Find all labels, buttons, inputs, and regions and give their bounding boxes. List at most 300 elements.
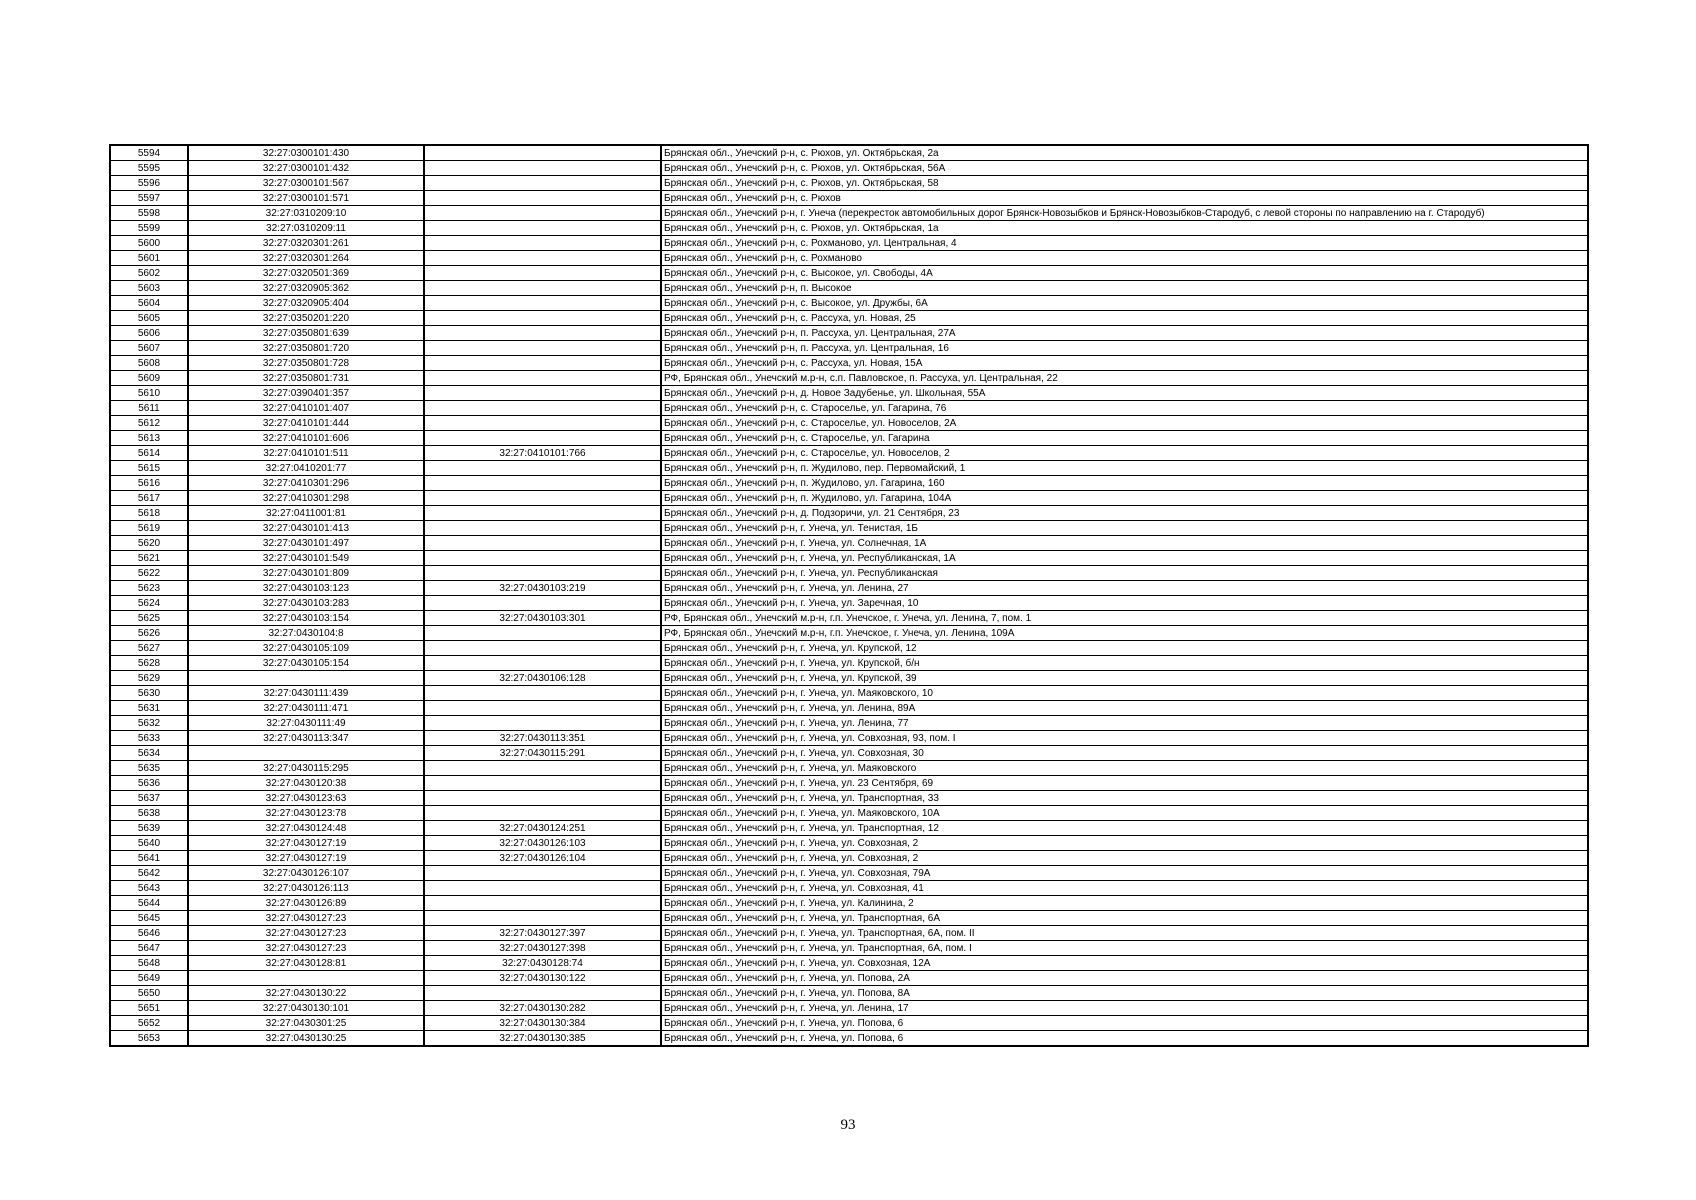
- linked-cadastral-number-cell: 32:27:0410101:766: [424, 446, 661, 461]
- row-number-cell: 5632: [110, 716, 188, 731]
- cadastral-number-cell: 32:27:0300101:571: [188, 191, 424, 206]
- table-row: [110, 866, 1588, 881]
- table-row: [110, 941, 1588, 956]
- row-number-cell: 5612: [110, 416, 188, 431]
- cadastral-number-cell: 32:27:0430130:22: [188, 986, 424, 1001]
- linked-cadastral-number-cell: [424, 506, 661, 521]
- address-cell: Брянская обл., Унечский р-н, г. Унеча, ул. Транспортная, 6А, пом. II: [661, 926, 1588, 941]
- table-row: [110, 1031, 1588, 1047]
- table-row: [110, 521, 1588, 536]
- row-number-cell: 5633: [110, 731, 188, 746]
- row-number-cell: 5623: [110, 581, 188, 596]
- cadastral-number-cell: 32:27:0410101:444: [188, 416, 424, 431]
- cadastral-number-cell: 32:27:0430105:109: [188, 641, 424, 656]
- cadastral-number-cell: 32:27:0430123:63: [188, 791, 424, 806]
- address-cell: Брянская обл., Унечский р-н, г. Унеча, ул. Совхозная, 93, пом. I: [661, 731, 1588, 746]
- address-cell: Брянская обл., Унечский р-н, с. Рохманово: [661, 251, 1588, 266]
- linked-cadastral-number-cell: [424, 641, 661, 656]
- table-row: [110, 145, 1588, 161]
- row-number-cell: 5595: [110, 161, 188, 176]
- row-number-cell: 5648: [110, 956, 188, 971]
- table-row: [110, 536, 1588, 551]
- linked-cadastral-number-cell: 32:27:0430130:122: [424, 971, 661, 986]
- cadastral-number-cell: 32:27:0390401:357: [188, 386, 424, 401]
- cadastral-number-cell: 32:27:0430128:81: [188, 956, 424, 971]
- linked-cadastral-number-cell: [424, 776, 661, 791]
- table-row: [110, 611, 1588, 626]
- address-cell: Брянская обл., Унечский р-н, г. Унеча, ул. Маяковского, 10А: [661, 806, 1588, 821]
- linked-cadastral-number-cell: [424, 251, 661, 266]
- address-cell: Брянская обл., Унечский р-н, г. Унеча, ул. Транспортная, 33: [661, 791, 1588, 806]
- table-row: [110, 896, 1588, 911]
- cadastral-number-cell: 32:27:0310209:10: [188, 206, 424, 221]
- row-number-cell: 5624: [110, 596, 188, 611]
- linked-cadastral-number-cell: 32:27:0430128:74: [424, 956, 661, 971]
- linked-cadastral-number-cell: [424, 371, 661, 386]
- table-row: [110, 491, 1588, 506]
- row-number-cell: 5616: [110, 476, 188, 491]
- cadastral-number-cell: 32:27:0430301:25: [188, 1016, 424, 1031]
- row-number-cell: 5618: [110, 506, 188, 521]
- row-number-cell: 5641: [110, 851, 188, 866]
- linked-cadastral-number-cell: [424, 986, 661, 1001]
- table-row: [110, 176, 1588, 191]
- cadastral-number-cell: [188, 746, 424, 761]
- cadastral-number-cell: 32:27:0430105:154: [188, 656, 424, 671]
- cadastral-number-cell: 32:27:0410201:77: [188, 461, 424, 476]
- address-cell: Брянская обл., Унечский р-н, г. Унеча, ул. Республиканская: [661, 566, 1588, 581]
- table-row: [110, 986, 1588, 1001]
- table-row: [110, 806, 1588, 821]
- linked-cadastral-number-cell: [424, 716, 661, 731]
- address-cell: Брянская обл., Унечский р-н, с. Рассуха, ул. Новая, 15А: [661, 356, 1588, 371]
- linked-cadastral-number-cell: 32:27:0430126:103: [424, 836, 661, 851]
- linked-cadastral-number-cell: 32:27:0430124:251: [424, 821, 661, 836]
- table-row: [110, 431, 1588, 446]
- row-number-cell: 5630: [110, 686, 188, 701]
- address-cell: Брянская обл., Унечский р-н, г. Унеча, ул. Совхозная, 41: [661, 881, 1588, 896]
- cadastral-number-cell: 32:27:0430101:413: [188, 521, 424, 536]
- table-row: [110, 311, 1588, 326]
- row-number-cell: 5596: [110, 176, 188, 191]
- table-row: [110, 221, 1588, 236]
- cadastral-number-cell: 32:27:0320905:404: [188, 296, 424, 311]
- cadastral-number-cell: 32:27:0430101:549: [188, 551, 424, 566]
- cadastral-number-cell: 32:27:0430104:8: [188, 626, 424, 641]
- address-cell: Брянская обл., Унечский р-н, с. Рохманово, ул. Центральная, 4: [661, 236, 1588, 251]
- row-number-cell: 5635: [110, 761, 188, 776]
- address-cell: Брянская обл., Унечский р-н, г. Унеча, ул. Маяковского: [661, 761, 1588, 776]
- address-cell: Брянская обл., Унечский р-н, г. Унеча, ул. Тенистая, 1Б: [661, 521, 1588, 536]
- address-cell: Брянская обл., Унечский р-н, п. Жудилово, ул. Гагарина, 104А: [661, 491, 1588, 506]
- table-row: [110, 836, 1588, 851]
- cadastral-number-cell: 32:27:0310209:11: [188, 221, 424, 236]
- linked-cadastral-number-cell: [424, 206, 661, 221]
- table-row: [110, 266, 1588, 281]
- linked-cadastral-number-cell: [424, 806, 661, 821]
- cadastral-number-cell: 32:27:0320905:362: [188, 281, 424, 296]
- row-number-cell: 5608: [110, 356, 188, 371]
- cadastral-number-cell: 32:27:0350801:731: [188, 371, 424, 386]
- linked-cadastral-number-cell: [424, 401, 661, 416]
- cadastral-number-cell: 32:27:0320301:261: [188, 236, 424, 251]
- row-number-cell: 5598: [110, 206, 188, 221]
- row-number-cell: 5649: [110, 971, 188, 986]
- address-cell: Брянская обл., Унечский р-н, г. Унеча, ул. Транспортная, 12: [661, 821, 1588, 836]
- row-number-cell: 5651: [110, 1001, 188, 1016]
- address-cell: Брянская обл., Унечский р-н, д. Подзоричи, ул. 21 Сентября, 23: [661, 506, 1588, 521]
- table-row: [110, 161, 1588, 176]
- table-row: [110, 1001, 1588, 1016]
- table-row: [110, 761, 1588, 776]
- linked-cadastral-number-cell: 32:27:0430130:385: [424, 1031, 661, 1047]
- cadastral-number-cell: 32:27:0430103:283: [188, 596, 424, 611]
- address-cell: Брянская обл., Унечский р-н, г. Унеча, ул. Крупской, 39: [661, 671, 1588, 686]
- address-cell: Брянская обл., Унечский р-н, п. Рассуха, ул. Центральная, 16: [661, 341, 1588, 356]
- cadastral-number-cell: 32:27:0430130:101: [188, 1001, 424, 1016]
- address-cell: Брянская обл., Унечский р-н, г. Унеча, ул. Совхозная, 2: [661, 836, 1588, 851]
- cadastral-number-cell: 32:27:0320501:369: [188, 266, 424, 281]
- cadastral-number-cell: 32:27:0430113:347: [188, 731, 424, 746]
- row-number-cell: 5610: [110, 386, 188, 401]
- cadastral-table-body: [110, 145, 1588, 1046]
- address-cell: Брянская обл., Унечский р-н, с. Староселье, ул. Новоселов, 2А: [661, 416, 1588, 431]
- linked-cadastral-number-cell: [424, 311, 661, 326]
- cadastral-number-cell: 32:27:0430115:295: [188, 761, 424, 776]
- address-cell: РФ, Брянская обл., Унечский м.р-н, г.п. Унечское, г. Унеча, ул. Ленина, 7, пом. 1: [661, 611, 1588, 626]
- linked-cadastral-number-cell: [424, 551, 661, 566]
- row-number-cell: 5638: [110, 806, 188, 821]
- table-row: [110, 776, 1588, 791]
- row-number-cell: 5604: [110, 296, 188, 311]
- cadastral-number-cell: 32:27:0430127:23: [188, 911, 424, 926]
- row-number-cell: 5599: [110, 221, 188, 236]
- address-cell: Брянская обл., Унечский р-н, с. Высокое, ул. Свободы, 4А: [661, 266, 1588, 281]
- cadastral-number-cell: 32:27:0411001:81: [188, 506, 424, 521]
- cadastral-table: [109, 144, 1589, 1047]
- table-row: [110, 731, 1588, 746]
- cadastral-number-cell: 32:27:0300101:430: [188, 145, 424, 161]
- table-row: [110, 1016, 1588, 1031]
- linked-cadastral-number-cell: [424, 341, 661, 356]
- row-number-cell: 5647: [110, 941, 188, 956]
- table-row: [110, 971, 1588, 986]
- table-row: [110, 446, 1588, 461]
- table-row: [110, 476, 1588, 491]
- address-cell: Брянская обл., Унечский р-н, г. Унеча, ул. Заречная, 10: [661, 596, 1588, 611]
- cadastral-number-cell: 32:27:0300101:432: [188, 161, 424, 176]
- cadastral-number-cell: 32:27:0430101:497: [188, 536, 424, 551]
- cadastral-number-cell: 32:27:0350801:720: [188, 341, 424, 356]
- address-cell: Брянская обл., Унечский р-н, г. Унеча, ул. Попова, 6: [661, 1016, 1588, 1031]
- linked-cadastral-number-cell: [424, 176, 661, 191]
- cadastral-number-cell: 32:27:0430126:89: [188, 896, 424, 911]
- linked-cadastral-number-cell: [424, 326, 661, 341]
- address-cell: Брянская обл., Унечский р-н, г. Унеча, ул. Совхозная, 79А: [661, 866, 1588, 881]
- address-cell: Брянская обл., Унечский р-н, г. Унеча (перекресток автомобильных дорог Брянск-Новозыбков и Брянск-Новозыбков-Стародуб, с левой стороны по направлению на г. Стародуб): [661, 206, 1588, 221]
- table-row: [110, 251, 1588, 266]
- cadastral-number-cell: 32:27:0430127:19: [188, 836, 424, 851]
- row-number-cell: 5609: [110, 371, 188, 386]
- linked-cadastral-number-cell: [424, 296, 661, 311]
- linked-cadastral-number-cell: 32:27:0430130:384: [424, 1016, 661, 1031]
- address-cell: РФ, Брянская обл., Унечский м.р-н, с.п. Павловское, п. Рассуха, ул. Центральная, 22: [661, 371, 1588, 386]
- address-cell: Брянская обл., Унечский р-н, г. Унеча, ул. Транспортная, 6А, пом. I: [661, 941, 1588, 956]
- table-row: [110, 821, 1588, 836]
- address-cell: Брянская обл., Унечский р-н, п. Жудилово, ул. Гагарина, 160: [661, 476, 1588, 491]
- address-cell: Брянская обл., Унечский р-н, г. Унеча, ул. Ленина, 17: [661, 1001, 1588, 1016]
- row-number-cell: 5646: [110, 926, 188, 941]
- linked-cadastral-number-cell: [424, 221, 661, 236]
- cadastral-number-cell: 32:27:0430127:23: [188, 926, 424, 941]
- cadastral-number-cell: 32:27:0350801:728: [188, 356, 424, 371]
- address-cell: Брянская обл., Унечский р-н, г. Унеча, ул. Совхозная, 30: [661, 746, 1588, 761]
- table-row: [110, 416, 1588, 431]
- linked-cadastral-number-cell: [424, 281, 661, 296]
- linked-cadastral-number-cell: 32:27:0430106:128: [424, 671, 661, 686]
- cadastral-number-cell: 32:27:0410301:296: [188, 476, 424, 491]
- cadastral-number-cell: 32:27:0430111:471: [188, 701, 424, 716]
- table-row: [110, 551, 1588, 566]
- linked-cadastral-number-cell: [424, 686, 661, 701]
- linked-cadastral-number-cell: [424, 596, 661, 611]
- cadastral-number-cell: [188, 971, 424, 986]
- row-number-cell: 5627: [110, 641, 188, 656]
- table-row: [110, 851, 1588, 866]
- linked-cadastral-number-cell: [424, 566, 661, 581]
- linked-cadastral-number-cell: [424, 881, 661, 896]
- cadastral-number-cell: 32:27:0430126:113: [188, 881, 424, 896]
- address-cell: РФ, Брянская обл., Унечский м.р-н, г.п. Унечское, г. Унеча, ул. Ленина, 109А: [661, 626, 1588, 641]
- row-number-cell: 5615: [110, 461, 188, 476]
- linked-cadastral-number-cell: [424, 701, 661, 716]
- cadastral-number-cell: 32:27:0430111:49: [188, 716, 424, 731]
- cadastral-number-cell: 32:27:0300101:567: [188, 176, 424, 191]
- linked-cadastral-number-cell: [424, 866, 661, 881]
- row-number-cell: 5613: [110, 431, 188, 446]
- address-cell: Брянская обл., Унечский р-н, г. Унеча, ул. Маяковского, 10: [661, 686, 1588, 701]
- address-cell: Брянская обл., Унечский р-н, г. Унеча, ул. Транспортная, 6А: [661, 911, 1588, 926]
- linked-cadastral-number-cell: [424, 461, 661, 476]
- table-row: [110, 746, 1588, 761]
- cadastral-number-cell: [188, 671, 424, 686]
- row-number-cell: 5614: [110, 446, 188, 461]
- table-row: [110, 356, 1588, 371]
- table-row: [110, 626, 1588, 641]
- linked-cadastral-number-cell: 32:27:0430103:219: [424, 581, 661, 596]
- cadastral-number-cell: 32:27:0430101:809: [188, 566, 424, 581]
- linked-cadastral-number-cell: 32:27:0430127:397: [424, 926, 661, 941]
- row-number-cell: 5602: [110, 266, 188, 281]
- table-row: [110, 236, 1588, 251]
- address-cell: Брянская обл., Унечский р-н, с. Рассуха, ул. Новая, 25: [661, 311, 1588, 326]
- address-cell: Брянская обл., Унечский р-н, с. Рюхов, ул. Октябрьская, 58: [661, 176, 1588, 191]
- linked-cadastral-number-cell: [424, 431, 661, 446]
- cadastral-number-cell: 32:27:0430103:154: [188, 611, 424, 626]
- row-number-cell: 5619: [110, 521, 188, 536]
- linked-cadastral-number-cell: [424, 761, 661, 776]
- row-number-cell: 5607: [110, 341, 188, 356]
- row-number-cell: 5622: [110, 566, 188, 581]
- linked-cadastral-number-cell: [424, 416, 661, 431]
- linked-cadastral-number-cell: 32:27:0430113:351: [424, 731, 661, 746]
- table-row: [110, 326, 1588, 341]
- linked-cadastral-number-cell: [424, 356, 661, 371]
- address-cell: Брянская обл., Унечский р-н, г. Унеча, ул. Ленина, 89А: [661, 701, 1588, 716]
- address-cell: Брянская обл., Унечский р-н, г. Унеча, ул. Совхозная, 2: [661, 851, 1588, 866]
- cadastral-number-cell: 32:27:0350801:639: [188, 326, 424, 341]
- table-row: [110, 701, 1588, 716]
- linked-cadastral-number-cell: [424, 476, 661, 491]
- table-row: [110, 581, 1588, 596]
- address-cell: Брянская обл., Унечский р-н, г. Унеча, ул. Солнечная, 1А: [661, 536, 1588, 551]
- linked-cadastral-number-cell: 32:27:0430115:291: [424, 746, 661, 761]
- linked-cadastral-number-cell: [424, 896, 661, 911]
- address-cell: Брянская обл., Унечский р-н, д. Новое Задубенье, ул. Школьная, 55А: [661, 386, 1588, 401]
- table-row: [110, 686, 1588, 701]
- cadastral-number-cell: 32:27:0430127:23: [188, 941, 424, 956]
- row-number-cell: 5601: [110, 251, 188, 266]
- linked-cadastral-number-cell: [424, 191, 661, 206]
- row-number-cell: 5643: [110, 881, 188, 896]
- cadastral-number-cell: 32:27:0430123:78: [188, 806, 424, 821]
- table-row: [110, 206, 1588, 221]
- table-row: [110, 656, 1588, 671]
- cadastral-number-cell: 32:27:0430126:107: [188, 866, 424, 881]
- table-row: [110, 506, 1588, 521]
- address-cell: Брянская обл., Унечский р-н, с. Рюхов, ул. Октябрьская, 56А: [661, 161, 1588, 176]
- row-number-cell: 5606: [110, 326, 188, 341]
- row-number-cell: 5631: [110, 701, 188, 716]
- row-number-cell: 5636: [110, 776, 188, 791]
- cadastral-number-cell: 32:27:0430130:25: [188, 1031, 424, 1047]
- row-number-cell: 5625: [110, 611, 188, 626]
- address-cell: Брянская обл., Унечский р-н, г. Унеча, ул. 23 Сентября, 69: [661, 776, 1588, 791]
- address-cell: Брянская обл., Унечский р-н, г. Унеча, ул. Крупской, 12: [661, 641, 1588, 656]
- table-row: [110, 371, 1588, 386]
- table-row: [110, 956, 1588, 971]
- address-cell: Брянская обл., Унечский р-н, с. Рюхов: [661, 191, 1588, 206]
- table-row: [110, 191, 1588, 206]
- linked-cadastral-number-cell: 32:27:0430126:104: [424, 851, 661, 866]
- address-cell: Брянская обл., Унечский р-н, г. Унеча, ул. Попова, 2А: [661, 971, 1588, 986]
- linked-cadastral-number-cell: [424, 521, 661, 536]
- row-number-cell: 5600: [110, 236, 188, 251]
- row-number-cell: 5603: [110, 281, 188, 296]
- cadastral-number-cell: 32:27:0430127:19: [188, 851, 424, 866]
- cadastral-number-cell: 32:27:0350201:220: [188, 311, 424, 326]
- row-number-cell: 5637: [110, 791, 188, 806]
- row-number-cell: 5597: [110, 191, 188, 206]
- cadastral-number-cell: 32:27:0430111:439: [188, 686, 424, 701]
- row-number-cell: 5634: [110, 746, 188, 761]
- address-cell: Брянская обл., Унечский р-н, г. Унеча, ул. Ленина, 27: [661, 581, 1588, 596]
- table-row: [110, 401, 1588, 416]
- table-row: [110, 791, 1588, 806]
- linked-cadastral-number-cell: [424, 145, 661, 161]
- linked-cadastral-number-cell: [424, 386, 661, 401]
- table-row: [110, 671, 1588, 686]
- address-cell: Брянская обл., Унечский р-н, г. Унеча, ул. Калинина, 2: [661, 896, 1588, 911]
- cadastral-number-cell: 32:27:0320301:264: [188, 251, 424, 266]
- cadastral-number-cell: 32:27:0410301:298: [188, 491, 424, 506]
- table-row: [110, 461, 1588, 476]
- row-number-cell: 5642: [110, 866, 188, 881]
- address-cell: Брянская обл., Унечский р-н, с. Высокое, ул. Дружбы, 6А: [661, 296, 1588, 311]
- table-row: [110, 641, 1588, 656]
- address-cell: Брянская обл., Унечский р-н, п. Высокое: [661, 281, 1588, 296]
- row-number-cell: 5626: [110, 626, 188, 641]
- row-number-cell: 5650: [110, 986, 188, 1001]
- cadastral-number-cell: 32:27:0430120:38: [188, 776, 424, 791]
- address-cell: Брянская обл., Унечский р-н, с. Староселье, ул. Новоселов, 2: [661, 446, 1588, 461]
- linked-cadastral-number-cell: [424, 266, 661, 281]
- address-cell: Брянская обл., Унечский р-н, с. Староселье, ул. Гагарина, 76: [661, 401, 1588, 416]
- address-cell: Брянская обл., Унечский р-н, г. Унеча, ул. Попова, 6: [661, 1031, 1588, 1047]
- linked-cadastral-number-cell: [424, 536, 661, 551]
- address-cell: Брянская обл., Унечский р-н, г. Унеча, ул. Попова, 8А: [661, 986, 1588, 1001]
- table-row: [110, 296, 1588, 311]
- linked-cadastral-number-cell: [424, 491, 661, 506]
- address-cell: Брянская обл., Унечский р-н, п. Жудилово, пер. Первомайский, 1: [661, 461, 1588, 476]
- row-number-cell: 5621: [110, 551, 188, 566]
- linked-cadastral-number-cell: [424, 911, 661, 926]
- table-row: [110, 911, 1588, 926]
- row-number-cell: 5628: [110, 656, 188, 671]
- linked-cadastral-number-cell: [424, 656, 661, 671]
- address-cell: Брянская обл., Унечский р-н, г. Унеча, ул. Крупской, б/н: [661, 656, 1588, 671]
- address-cell: Брянская обл., Унечский р-н, п. Рассуха, ул. Центральная, 27А: [661, 326, 1588, 341]
- page-number: 93: [840, 1117, 856, 1133]
- linked-cadastral-number-cell: [424, 626, 661, 641]
- address-cell: Брянская обл., Унечский р-н, с. Рюхов, ул. Октябрьская, 1а: [661, 221, 1588, 236]
- row-number-cell: 5605: [110, 311, 188, 326]
- row-number-cell: 5629: [110, 671, 188, 686]
- cadastral-number-cell: 32:27:0410101:606: [188, 431, 424, 446]
- address-cell: Брянская обл., Унечский р-н, г. Унеча, ул. Совхозная, 12А: [661, 956, 1588, 971]
- row-number-cell: 5620: [110, 536, 188, 551]
- linked-cadastral-number-cell: 32:27:0430103:301: [424, 611, 661, 626]
- table-row: [110, 926, 1588, 941]
- address-cell: Брянская обл., Унечский р-н, с. Староселье, ул. Гагарина: [661, 431, 1588, 446]
- row-number-cell: 5653: [110, 1031, 188, 1047]
- cadastral-number-cell: 32:27:0410101:407: [188, 401, 424, 416]
- table-row: [110, 716, 1588, 731]
- row-number-cell: 5617: [110, 491, 188, 506]
- row-number-cell: 5640: [110, 836, 188, 851]
- table-row: [110, 281, 1588, 296]
- linked-cadastral-number-cell: [424, 161, 661, 176]
- cadastral-number-cell: 32:27:0430124:48: [188, 821, 424, 836]
- linked-cadastral-number-cell: [424, 791, 661, 806]
- table-row: [110, 386, 1588, 401]
- table-row: [110, 566, 1588, 581]
- row-number-cell: 5639: [110, 821, 188, 836]
- table-row: [110, 341, 1588, 356]
- address-cell: Брянская обл., Унечский р-н, г. Унеча, ул. Республиканская, 1А: [661, 551, 1588, 566]
- linked-cadastral-number-cell: [424, 236, 661, 251]
- row-number-cell: 5652: [110, 1016, 188, 1031]
- cadastral-number-cell: 32:27:0430103:123: [188, 581, 424, 596]
- table-row: [110, 881, 1588, 896]
- row-number-cell: 5594: [110, 145, 188, 161]
- address-cell: Брянская обл., Унечский р-н, г. Унеча, ул. Ленина, 77: [661, 716, 1588, 731]
- linked-cadastral-number-cell: 32:27:0430127:398: [424, 941, 661, 956]
- table-row: [110, 596, 1588, 611]
- row-number-cell: 5645: [110, 911, 188, 926]
- address-cell: Брянская обл., Унечский р-н, с. Рюхов, ул. Октябрьская, 2а: [661, 145, 1588, 161]
- row-number-cell: 5644: [110, 896, 188, 911]
